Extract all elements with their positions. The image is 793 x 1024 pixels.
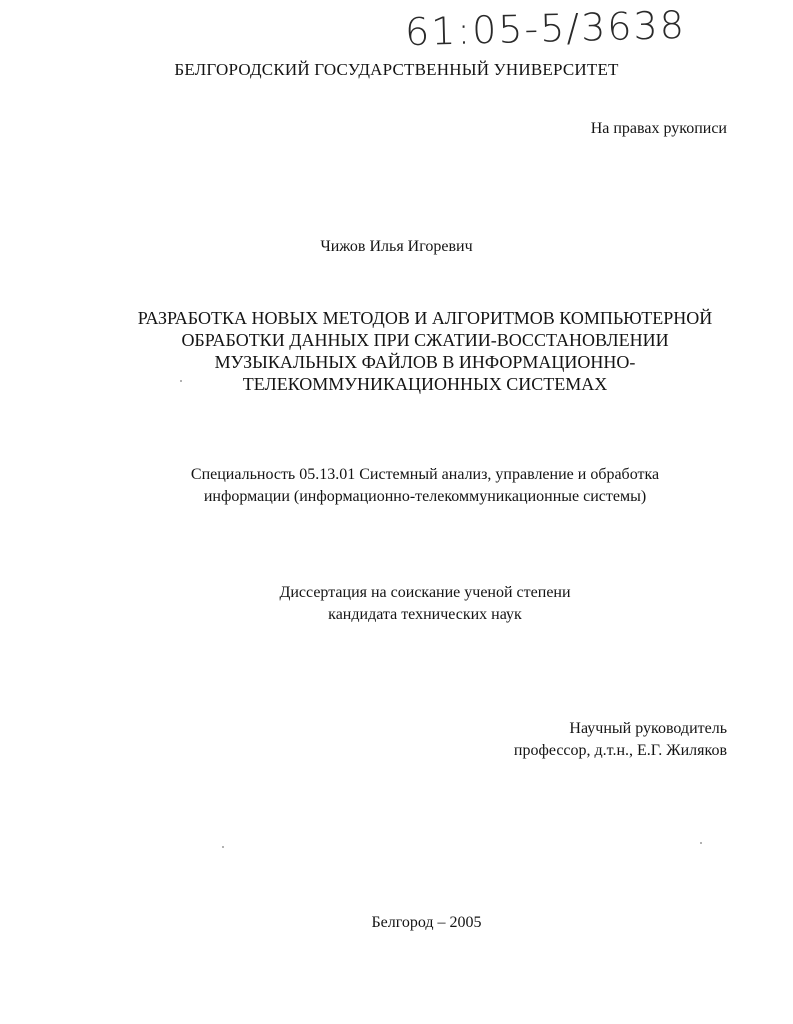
supervisor-block: [514, 718, 727, 762]
scan-speck: [222, 846, 224, 848]
specialty-line: Специальность 05.13.01 Системный анализ, управление и обработка: [190, 466, 660, 483]
degree-line: кандидата технических наук: [328, 606, 522, 623]
scan-speck: [180, 380, 182, 382]
university-name: БЕЛГОРОДСКИЙ ГОСУДАРСТВЕННЫЙ УНИВЕРСИТЕТ: [174, 60, 619, 79]
handwritten-archive-number: 61:05-5/3638: [404, 2, 687, 55]
specialty-block: [120, 464, 730, 508]
city-year: Белгород – 2005: [371, 914, 482, 931]
degree-block: [120, 582, 730, 626]
title-line: МУЗЫКАЛЬНЫХ ФАЙЛОВ В ИНФОРМАЦИОННО-: [214, 352, 636, 372]
title-line: ТЕЛЕКОММУНИКАЦИОННЫХ СИСТЕМАХ: [242, 374, 608, 394]
dissertation-title: [120, 307, 730, 395]
author-name: Чижов Илья Игоревич: [320, 238, 473, 255]
degree-line: Диссертация на соискание ученой степени: [279, 584, 571, 601]
supervisor-name: профессор, д.т.н., Е.Г. Жиляков: [513, 742, 727, 759]
title-line: РАЗРАБОТКА НОВЫХ МЕТОДОВ И АЛГОРИТМОВ КОМПЬЮТЕРНОЙ: [137, 308, 713, 328]
scan-speck: [700, 842, 702, 844]
specialty-line: информации (информационно-телекоммуникационные системы): [203, 488, 647, 505]
supervisor-role: Научный руководитель: [569, 720, 727, 737]
manuscript-rights-note: На правах рукописи: [590, 120, 727, 137]
title-line: ОБРАБОТКИ ДАННЫХ ПРИ СЖАТИИ-ВОССТАНОВЛЕНИИ: [181, 330, 669, 350]
